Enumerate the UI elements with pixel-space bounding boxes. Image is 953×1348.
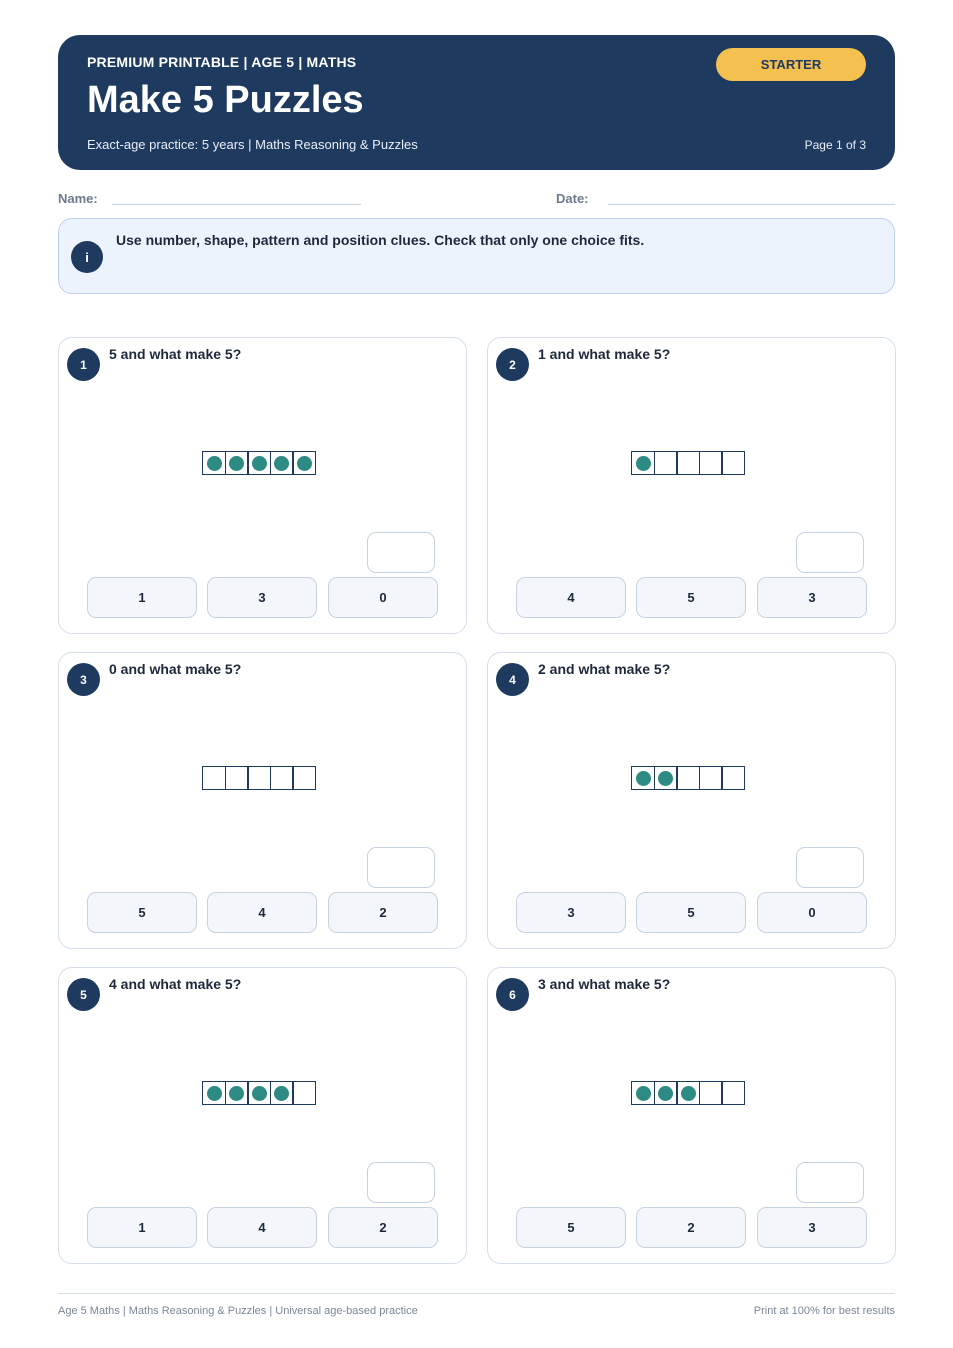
frame-cell [225,766,249,790]
frame-cell [247,451,271,475]
answer-box[interactable] [367,847,435,888]
puzzle-card [487,967,896,1264]
counter-dot [252,456,267,471]
choice-option[interactable]: 3 [516,892,626,933]
puzzle-question: 4 and what make 5? [109,976,242,992]
counter-dot [252,1086,267,1101]
choice-option[interactable]: 0 [328,577,438,618]
instructions-text: Use number, shape, pattern and position clues. Check that only one choice fits. [116,232,645,248]
name-field[interactable] [112,204,361,205]
puzzle-number-badge: 1 [67,348,100,381]
five-frame [631,766,745,790]
counter-dot [274,456,289,471]
frame-cell [270,451,294,475]
answer-box[interactable] [796,1162,864,1203]
frame-cell [676,1081,700,1105]
puzzle-card [487,652,896,949]
five-frame [202,1081,316,1105]
choice-option[interactable]: 4 [516,577,626,618]
frame-cell [202,451,226,475]
counter-dot [229,456,244,471]
header-kicker: PREMIUM PRINTABLE | AGE 5 | MATHS [87,54,357,70]
frame-cell [292,451,316,475]
frame-cell [721,766,745,790]
five-frame [202,451,316,475]
puzzle-number-badge: 5 [67,978,100,1011]
frame-cell [721,451,745,475]
choice-option[interactable]: 5 [516,1207,626,1248]
puzzle-card [487,337,896,634]
choice-option[interactable]: 1 [87,1207,197,1248]
frame-cell [676,766,700,790]
five-frame [202,766,316,790]
frame-cell [721,1081,745,1105]
puzzle-number-badge: 3 [67,663,100,696]
level-badge: STARTER [716,48,866,81]
date-field[interactable] [608,204,895,205]
frame-cell [676,451,700,475]
choice-option[interactable]: 3 [207,577,317,618]
puzzle-card [58,652,467,949]
choice-option[interactable]: 5 [87,892,197,933]
frame-cell [699,766,723,790]
puzzle-card [58,337,467,634]
footer-left-text: Age 5 Maths | Maths Reasoning & Puzzles | Universal age-based practice [58,1305,418,1317]
header-subtitle: Exact-age practice: 5 years | Maths Reasoning & Puzzles [87,137,418,152]
answer-box[interactable] [367,532,435,573]
puzzle-question: 1 and what make 5? [538,346,671,362]
counter-dot [229,1086,244,1101]
choice-option[interactable]: 5 [636,892,746,933]
puzzle-number-badge: 4 [496,663,529,696]
counter-dot [636,1086,651,1101]
frame-cell [631,451,655,475]
counter-dot [636,456,651,471]
five-frame [631,451,745,475]
frame-cell [247,766,271,790]
counter-dot [681,1086,696,1101]
page-indicator: Page 1 of 3 [804,138,866,152]
answer-box[interactable] [796,532,864,573]
choice-option[interactable]: 4 [207,892,317,933]
footer-divider [58,1293,895,1294]
puzzle-number-badge: 2 [496,348,529,381]
puzzle-question: 3 and what make 5? [538,976,671,992]
frame-cell [631,766,655,790]
frame-cell [654,766,678,790]
choice-option[interactable]: 4 [207,1207,317,1248]
frame-cell [225,451,249,475]
answer-box[interactable] [367,1162,435,1203]
worksheet-header [58,35,895,170]
frame-cell [225,1081,249,1105]
counter-dot [658,771,673,786]
puzzle-card [58,967,467,1264]
puzzle-question: 0 and what make 5? [109,661,242,677]
puzzle-question: 5 and what make 5? [109,346,242,362]
footer-right-text: Print at 100% for best results [753,1305,895,1317]
instructions-box [58,218,895,294]
frame-cell [654,1081,678,1105]
name-label: Name: [58,191,98,206]
choice-option[interactable]: 0 [757,892,867,933]
frame-cell [270,766,294,790]
puzzle-question: 2 and what make 5? [538,661,671,677]
choice-option[interactable]: 1 [87,577,197,618]
frame-cell [699,1081,723,1105]
frame-cell [247,1081,271,1105]
choice-option[interactable]: 2 [328,1207,438,1248]
counter-dot [636,771,651,786]
puzzle-number-badge: 6 [496,978,529,1011]
five-frame [631,1081,745,1105]
frame-cell [202,1081,226,1105]
frame-cell [699,451,723,475]
choice-option[interactable]: 2 [636,1207,746,1248]
choice-option[interactable]: 3 [757,1207,867,1248]
frame-cell [270,1081,294,1105]
choice-option[interactable]: 5 [636,577,746,618]
frame-cell [202,766,226,790]
counter-dot [297,456,312,471]
counter-dot [658,1086,673,1101]
choice-option[interactable]: 3 [757,577,867,618]
frame-cell [292,1081,316,1105]
choice-option[interactable]: 2 [328,892,438,933]
counter-dot [207,456,222,471]
date-label: Date: [556,191,589,206]
frame-cell [631,1081,655,1105]
info-icon: i [71,241,103,273]
frame-cell [292,766,316,790]
answer-box[interactable] [796,847,864,888]
counter-dot [274,1086,289,1101]
page-title: Make 5 Puzzles [87,79,364,121]
frame-cell [654,451,678,475]
counter-dot [207,1086,222,1101]
